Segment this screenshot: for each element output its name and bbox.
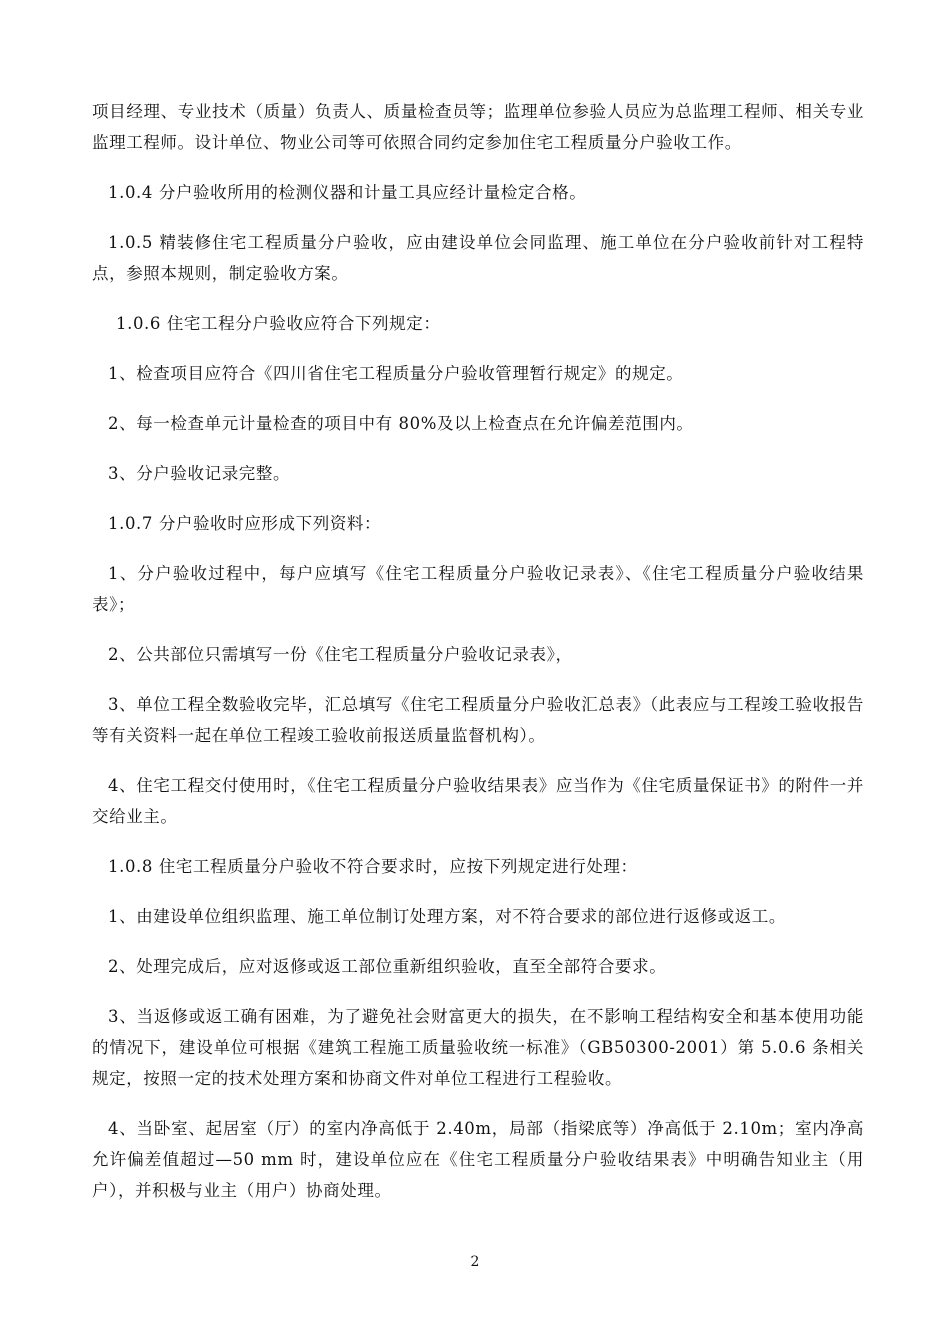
clause-1-0-8-item-4: 4、当卧室、起居室（厅）的室内净高低于 2.40m，局部（指梁底等）净高低于 2.10m；室内净高允许偏差值超过—50 mm 时，建设单位应在《住宅工程质量分户验收结果表》中明确告知业主（用户），并积极与业主（用户）协商处理。 bbox=[92, 1119, 864, 1200]
clause-1-0-6-item-1: 1、检查项目应符合《四川省住宅工程质量分户验收管理暂行规定》的规定。 bbox=[108, 364, 684, 383]
clause-1-0-8: 1.0.8 住宅工程质量分户验收不符合要求时，应按下列规定进行处理： bbox=[108, 857, 638, 876]
clause-1-0-6: 1.0.6 住宅工程分户验收应符合下列规定： bbox=[116, 314, 441, 333]
clause-1-0-8-item-1: 1、由建设单位组织监理、施工单位制订处理方案，对不符合要求的部位进行返修或返工。 bbox=[108, 907, 786, 926]
document-body bbox=[92, 96, 864, 1225]
clause-1-0-5: 1.0.5 精装修住宅工程质量分户验收，应由建设单位会同监理、施工单位在分户验收前针对工程特点，参照本规则，制定验收方案。 bbox=[92, 233, 864, 283]
clause-1-0-7-item-1: 1、分户验收过程中，每户应填写《住宅工程质量分户验收记录表》、《住宅工程质量分户验收结果表》； bbox=[92, 564, 864, 614]
clause-1-0-8-item-2: 2、处理完成后，应对返修或返工部位重新组织验收，直至全部符合要求。 bbox=[108, 957, 667, 976]
page-number: 2 bbox=[470, 1254, 480, 1270]
clause-1-0-7: 1.0.7 分户验收时应形成下列资料： bbox=[108, 514, 382, 533]
clause-1-0-4: 1.0.4 分户验收所用的检测仪器和计量工具应经计量检定合格。 bbox=[108, 183, 587, 202]
clause-1-0-8-item-3: 3、当返修或返工确有困难，为了避免社会财富更大的损失，在不影响工程结构安全和基本使用功能的情况下，建设单位可根据《建筑工程施工质量验收统一标准》（GB50300-2001）第 5.0.6 条相关规定，按照一定的技术处理方案和协商文件对单位工程进行工程验收。 bbox=[92, 1007, 864, 1088]
clause-1-0-6-item-2: 2、每一检查单元计量检查的项目中有 80%及以上检查点在允许偏差范围内。 bbox=[108, 414, 694, 433]
clause-1-0-7-item-2: 2、公共部位只需填写一份《住宅工程质量分户验收记录表》， bbox=[108, 645, 573, 664]
paragraph-continuation: 项目经理、专业技术（质量）负责人、质量检查员等；监理单位参验人员应为总监理工程师、相关专业监理工程师。设计单位、物业公司等可依照合同约定参加住宅工程质量分户验收工作。 bbox=[92, 102, 864, 152]
clause-1-0-7-item-3: 3、单位工程全数验收完毕，汇总填写《住宅工程质量分户验收汇总表》（此表应与工程竣工验收报告等有关资料一起在单位工程竣工验收前报送质量监督机构）。 bbox=[92, 695, 864, 745]
clause-1-0-6-item-3: 3、分户验收记录完整。 bbox=[108, 464, 291, 483]
clause-1-0-7-item-4: 4、住宅工程交付使用时，《住宅工程质量分户验收结果表》应当作为《住宅质量保证书》的附件一并交给业主。 bbox=[92, 776, 864, 826]
